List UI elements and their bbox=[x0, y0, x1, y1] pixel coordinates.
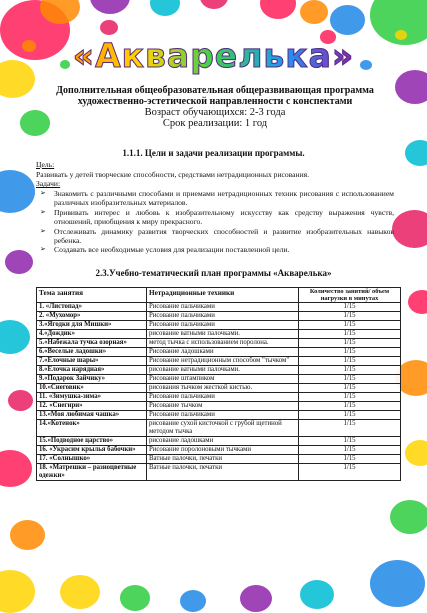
cell-count: 1/15 bbox=[299, 339, 401, 348]
arrow-bullet-icon: ➢ bbox=[40, 226, 46, 235]
cell-topic: 8.«Елочка нарядная» bbox=[37, 366, 147, 375]
section-1-title: 1.1.1. Цели и задачи реализации программы. bbox=[122, 148, 305, 158]
arrow-bullet-icon: ➢ bbox=[40, 245, 46, 254]
table-row bbox=[37, 312, 401, 321]
cell-topic: 6.«Веселые ладошки» bbox=[37, 348, 147, 357]
cell-topic: 11. «Зимушка-зима» bbox=[37, 393, 147, 402]
column-header-count: Количество занятий/ объем нагрузки в минутах bbox=[299, 288, 401, 303]
table-row bbox=[37, 446, 401, 455]
goal-block bbox=[36, 160, 392, 189]
cell-count: 1/15 bbox=[299, 330, 401, 339]
table-row bbox=[37, 455, 401, 464]
cell-topic: 13.«Моя любимая чашка» bbox=[37, 411, 147, 420]
cell-technique: рисование ватными палочками. bbox=[147, 366, 299, 375]
cell-topic: 5.«Набежала тучка озорная» bbox=[37, 339, 147, 348]
program-header bbox=[30, 85, 400, 129]
cell-technique: Рисование пальчиками bbox=[147, 303, 299, 312]
cell-technique: Рисование штампиком bbox=[147, 375, 299, 384]
header-age: Возраст обучающихся: 2-3 года bbox=[144, 107, 286, 118]
list-item: ➢ Отслеживать динамику развития творческих способностей и развитие изобразительных навыков ребенка. bbox=[36, 227, 394, 246]
cell-technique: Ватные палочки, печатки bbox=[147, 464, 299, 481]
cell-topic: 14.«Котенок» bbox=[37, 420, 147, 437]
cell-count: 1/15 bbox=[299, 312, 401, 321]
cell-technique: рисования тычком жесткой кистью. bbox=[147, 384, 299, 393]
header-line-1: Дополнительная общеобразовательная общеразвивающая программа bbox=[56, 85, 374, 96]
cell-count: 1/15 bbox=[299, 384, 401, 393]
section-2-title: 2.3.Учебно-тематический план программы «Акварелька» bbox=[95, 268, 332, 278]
header-line-2: художественно-эстетической направленности с конспектами bbox=[77, 96, 353, 107]
table-row bbox=[37, 366, 401, 375]
goal-label: Цель: bbox=[36, 160, 55, 169]
cell-technique: Рисование нетрадиционным способом "тычком" bbox=[147, 357, 299, 366]
cell-count: 1/15 bbox=[299, 455, 401, 464]
cell-technique: Ватные палочки, печатки bbox=[147, 455, 299, 464]
akvarelka-logo: «Акварелька» bbox=[0, 36, 427, 75]
table-row bbox=[37, 384, 401, 393]
table-row bbox=[37, 437, 401, 446]
cell-topic: 3.«Ягодки для Мишки» bbox=[37, 321, 147, 330]
cell-count: 1/15 bbox=[299, 464, 401, 481]
cell-technique: Рисование ладошками bbox=[147, 348, 299, 357]
cell-topic: 15.«Подводное царство» bbox=[37, 437, 147, 446]
arrow-bullet-icon: ➢ bbox=[40, 207, 46, 216]
table-row bbox=[37, 375, 401, 384]
table-header-row bbox=[37, 288, 401, 303]
table-row bbox=[37, 393, 401, 402]
cell-topic: 1. «Листопад» bbox=[37, 303, 147, 312]
cell-count: 1/15 bbox=[299, 375, 401, 384]
cell-technique: Рисование поролоновыми тычками bbox=[147, 446, 299, 455]
cell-technique: метод тычка с использованием поролона. bbox=[147, 339, 299, 348]
cell-count: 1/15 bbox=[299, 348, 401, 357]
cell-topic: 17. «Солнышко» bbox=[37, 455, 147, 464]
table-row bbox=[37, 339, 401, 348]
list-item: ➢ Создавать все необходимые условия для реализации поставленной цели. bbox=[36, 245, 394, 254]
table-row bbox=[37, 348, 401, 357]
tasks-label: Задачи: bbox=[36, 179, 61, 188]
column-header-techniques: Нетрадиционные техники bbox=[147, 288, 299, 303]
table-row bbox=[37, 321, 401, 330]
table-row bbox=[37, 420, 401, 437]
cell-topic: 9.«Подарок Зайчику» bbox=[37, 375, 147, 384]
list-item: ➢ Прививать интерес и любовь к изобразительному искусству как средству выражения чувств, отношений, приобщения к миру прекрасного. bbox=[36, 208, 394, 227]
list-item: ➢ Знакомить с различными способами и приемами нетрадиционных техник рисования с использованием различных изобразительных материалов. bbox=[36, 189, 394, 208]
table-row bbox=[37, 464, 401, 481]
cell-count: 1/15 bbox=[299, 357, 401, 366]
arrow-bullet-icon: ➢ bbox=[40, 189, 46, 197]
cell-topic: 2. «Мухомор» bbox=[37, 312, 147, 321]
table-row bbox=[37, 303, 401, 312]
cell-count: 1/15 bbox=[299, 437, 401, 446]
cell-count: 1/15 bbox=[299, 402, 401, 411]
table-row bbox=[37, 411, 401, 420]
cell-topic: 10.«Снеговик» bbox=[37, 384, 147, 393]
table-row bbox=[37, 357, 401, 366]
cell-technique: Рисование пальчиками bbox=[147, 321, 299, 330]
column-header-topic: Тема занятия bbox=[37, 288, 147, 303]
tasks-list bbox=[36, 189, 394, 255]
cell-count: 1/15 bbox=[299, 446, 401, 455]
header-term: Срок реализации: 1 год bbox=[162, 118, 268, 129]
cell-count: 1/15 bbox=[299, 303, 401, 312]
cell-count: 1/15 bbox=[299, 411, 401, 420]
cell-technique: Рисование тычком bbox=[147, 402, 299, 411]
cell-technique: рисование сухой кисточкой с грубой щетиной методом тычка bbox=[147, 420, 299, 437]
cell-topic: 16. «Украсим крылья бабочки» bbox=[37, 446, 147, 455]
cell-topic: 7.«Елочные шары» bbox=[37, 357, 147, 366]
cell-technique: Рисование пальчиками bbox=[147, 411, 299, 420]
thematic-plan-table bbox=[36, 287, 401, 481]
cell-topic: 12. «Снегири» bbox=[37, 402, 147, 411]
cell-count: 1/15 bbox=[299, 420, 401, 437]
table-row bbox=[37, 330, 401, 339]
cell-topic: 4.«Дождик» bbox=[37, 330, 147, 339]
cell-count: 1/15 bbox=[299, 393, 401, 402]
cell-count: 1/15 bbox=[299, 366, 401, 375]
cell-technique: Рисование пальчиками bbox=[147, 393, 299, 402]
table-row bbox=[37, 402, 401, 411]
cell-topic: 18. «Матрешки – разноцветные одежки» bbox=[37, 464, 147, 481]
cell-technique: рисование ладошками bbox=[147, 437, 299, 446]
goal-text: Развивать у детей творческие способности, средствами нетрадиционных рисования. bbox=[36, 169, 310, 179]
cell-technique: Рисование пальчиками bbox=[147, 312, 299, 321]
cell-count: 1/15 bbox=[299, 321, 401, 330]
cell-technique: рисование ватными палочками. bbox=[147, 330, 299, 339]
